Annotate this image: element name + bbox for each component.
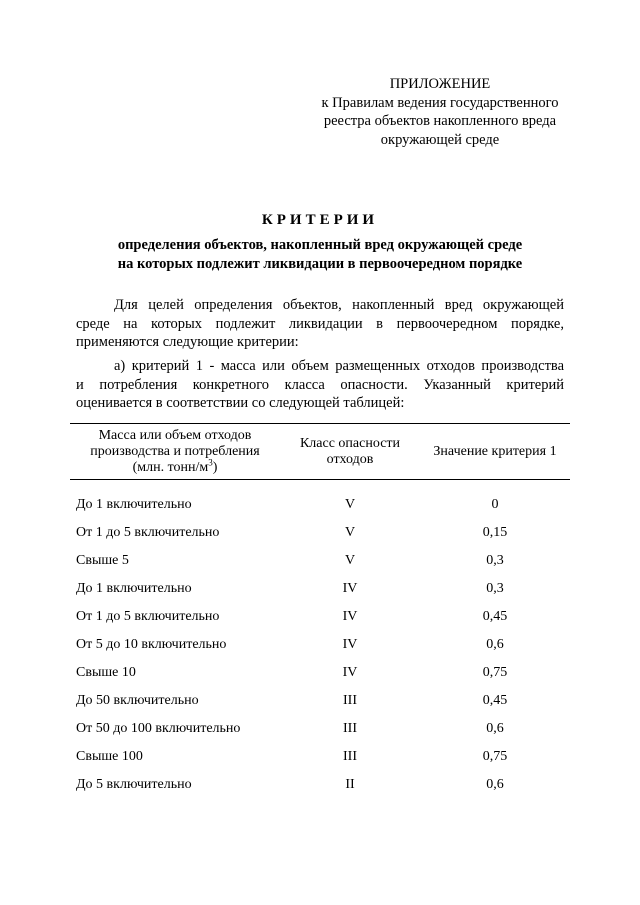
cell-value: 0,6 xyxy=(486,637,504,652)
paragraph-line: а) критерий 1 - масса или объем размещенных отходов производства xyxy=(114,358,564,374)
header-class xyxy=(280,424,420,479)
table-row xyxy=(70,549,570,577)
appendix-block xyxy=(300,75,580,149)
header-unit-close: ) xyxy=(212,459,218,475)
header-mass xyxy=(70,424,280,479)
table-row xyxy=(70,577,570,605)
appendix-title: ПРИЛОЖЕНИЕ xyxy=(389,76,491,92)
intro-paragraph xyxy=(76,296,564,352)
appendix-line: к Правилам ведения государственного xyxy=(321,94,559,111)
cell-mass: До 5 включительно xyxy=(76,777,192,792)
paragraph-line: применяются следующие критерии: xyxy=(76,334,299,350)
header-value xyxy=(420,424,570,479)
cell-mass: Свыше 100 xyxy=(76,749,143,764)
cell-mass: От 50 до 100 включительно xyxy=(76,721,241,736)
cell-mass: До 1 включительно xyxy=(76,497,192,512)
cell-class: IV xyxy=(342,637,358,652)
cell-mass: До 1 включительно xyxy=(76,581,192,596)
cell-value: 0 xyxy=(491,497,499,512)
paragraph-line: оценивается в соответствии со следующей таблицей: xyxy=(76,395,405,411)
cell-value: 0,75 xyxy=(482,749,508,764)
table-row xyxy=(70,773,570,801)
paragraph-line: среде на которых подлежит ликвидации в первоочередном порядке, xyxy=(76,315,564,332)
header-class-line: отходов xyxy=(326,451,374,467)
cell-value: 0,45 xyxy=(482,609,508,624)
cell-mass: От 1 до 5 включительно xyxy=(76,525,220,540)
cell-mass: От 1 до 5 включительно xyxy=(76,609,220,624)
header-mass-unit xyxy=(90,456,259,476)
cell-class: III xyxy=(343,693,357,708)
document-title: КРИТЕРИИ xyxy=(261,212,379,228)
appendix-line: окружающей среде xyxy=(380,131,500,148)
header-mass-line: производства и потребления xyxy=(90,443,260,459)
cell-mass: До 50 включительно xyxy=(76,693,199,708)
document-subtitle xyxy=(60,236,580,273)
cell-value: 0,45 xyxy=(482,693,508,708)
header-unit-sup: 3 xyxy=(208,456,213,467)
cell-class: V xyxy=(344,553,356,568)
table-body xyxy=(70,493,570,801)
table-row xyxy=(70,717,570,745)
cell-class: III xyxy=(343,721,357,736)
cell-value: 0,3 xyxy=(486,553,504,568)
header-unit-text: (млн. тонн/м xyxy=(132,459,209,475)
table-header xyxy=(70,423,570,480)
header-class-line: Класс опасности xyxy=(299,435,401,451)
cell-mass: Свыше 5 xyxy=(76,553,129,568)
cell-class: IV xyxy=(342,609,358,624)
subtitle-line: на которых подлежит ликвидации в первоочередном порядке xyxy=(117,255,523,272)
table-row xyxy=(70,689,570,717)
cell-value: 0,6 xyxy=(486,777,504,792)
table-row xyxy=(70,745,570,773)
cell-class: V xyxy=(344,497,356,512)
table-row xyxy=(70,661,570,689)
appendix-line: реестра объектов накопленного вреда xyxy=(323,113,557,129)
table-row xyxy=(70,605,570,633)
cell-value: 0,6 xyxy=(486,721,504,736)
table-row xyxy=(70,521,570,549)
cell-mass: От 5 до 10 включительно xyxy=(76,637,227,652)
cell-value: 0,3 xyxy=(486,581,504,596)
cell-class: II xyxy=(345,777,355,792)
cell-value: 0,15 xyxy=(482,525,508,540)
cell-class: III xyxy=(343,749,357,764)
header-value-line: Значение критерия 1 xyxy=(433,443,557,459)
cell-class: IV xyxy=(342,665,358,680)
cell-mass: Свыше 10 xyxy=(76,665,136,680)
paragraph-line: и потребления конкретного класса опасности. Указанный критерий xyxy=(76,376,564,393)
cell-class: IV xyxy=(342,581,358,596)
paragraph-line: Для целей определения объектов, накопленный вред окружающей xyxy=(114,297,564,313)
table-row xyxy=(70,493,570,521)
table-row xyxy=(70,633,570,661)
cell-value: 0,75 xyxy=(482,665,508,680)
header-mass-line: Масса или объем отходов xyxy=(98,427,252,443)
criterion-paragraph xyxy=(76,357,564,413)
cell-class: V xyxy=(344,525,356,540)
subtitle-line: определения объектов, накопленный вред окружающей среде xyxy=(117,237,523,253)
